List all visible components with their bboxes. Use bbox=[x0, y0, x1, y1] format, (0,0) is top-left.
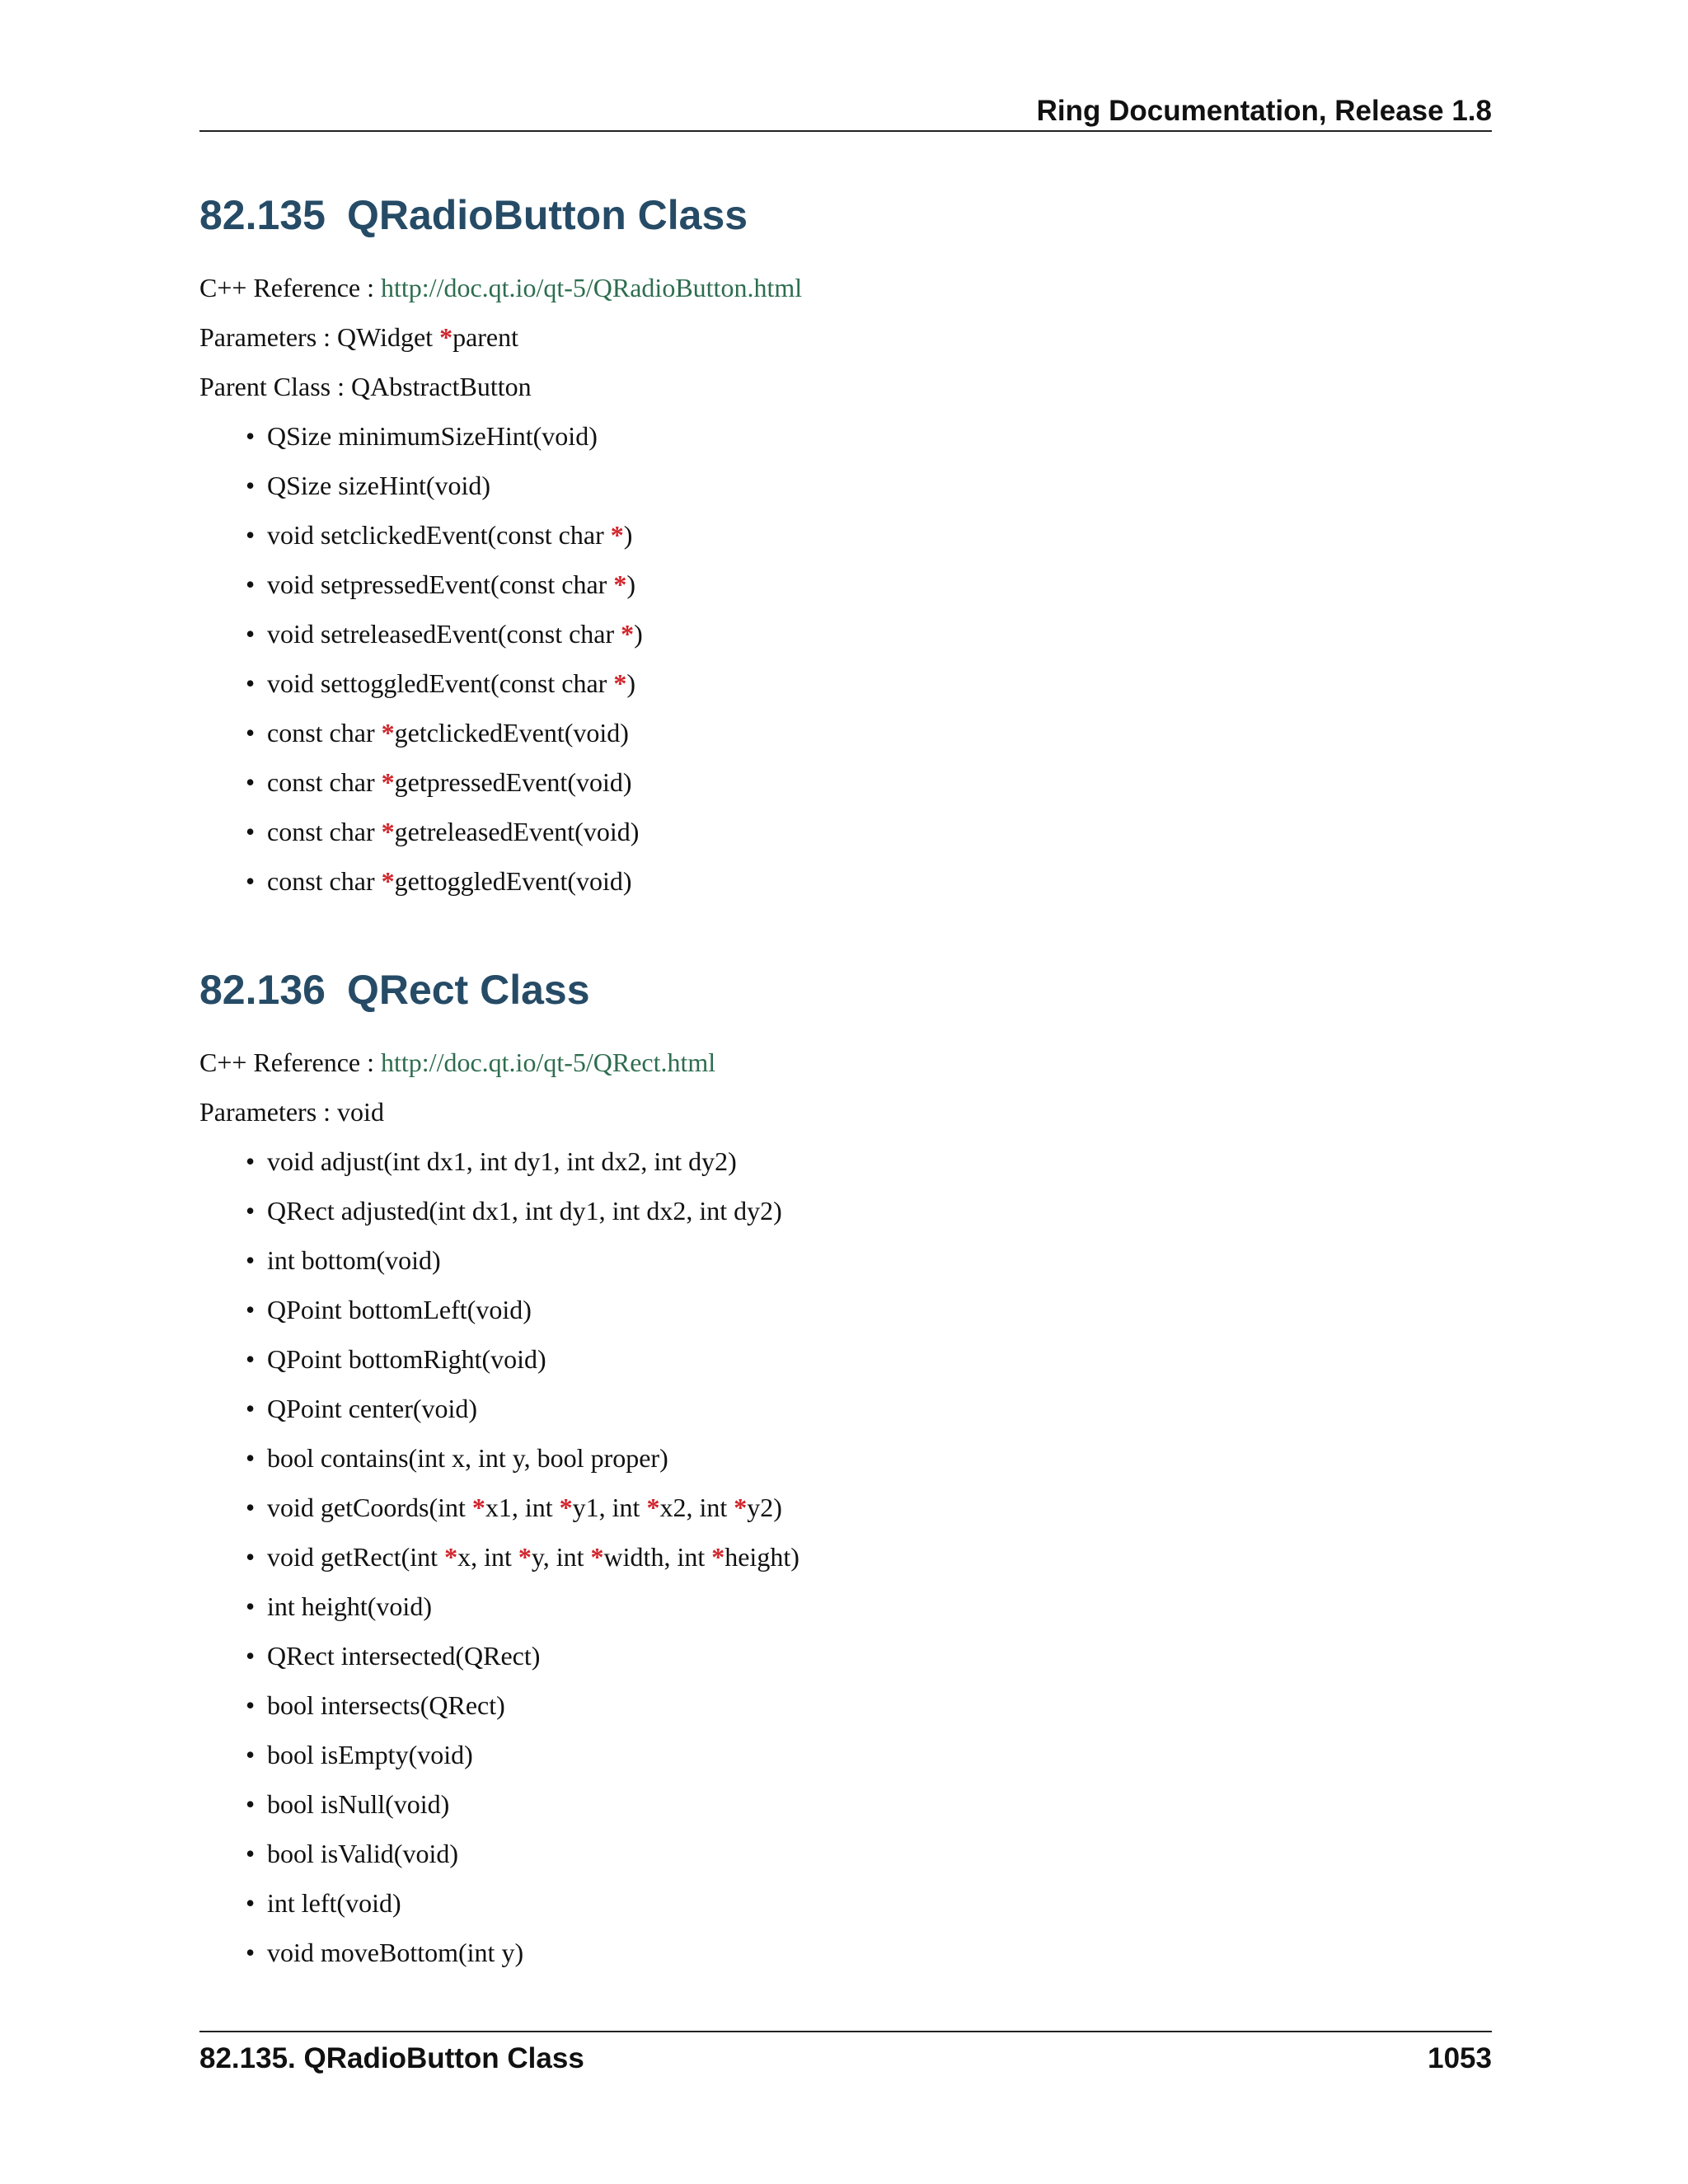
cpp-reference bbox=[199, 1047, 1492, 1097]
bullet-icon: • bbox=[246, 767, 256, 797]
bullet-icon: • bbox=[246, 817, 256, 846]
method-text: const char bbox=[267, 718, 382, 748]
method-text: const char bbox=[267, 866, 382, 896]
method-text: x, int bbox=[457, 1542, 518, 1572]
page-number: 1053 bbox=[1428, 2042, 1492, 2074]
method-item bbox=[199, 619, 1492, 668]
bullet-icon: • bbox=[246, 1789, 256, 1819]
parent-class: Parent Class : QAbstractButton bbox=[199, 372, 532, 401]
method-text: void settoggledEvent(const char bbox=[267, 668, 614, 698]
bullet-icon: • bbox=[246, 569, 256, 599]
asterisk: * bbox=[444, 1542, 458, 1572]
bullet-icon: • bbox=[246, 1493, 256, 1522]
method-text: QPoint bottomRight(void) bbox=[267, 1344, 546, 1374]
cpp-reference-label: C++ Reference : bbox=[199, 1047, 381, 1077]
method-text: ) bbox=[623, 520, 633, 550]
method-text: bool contains(int x, int y, bool proper) bbox=[267, 1443, 668, 1473]
bullet-icon: • bbox=[246, 421, 256, 451]
method-text: bool intersects(QRect) bbox=[267, 1690, 505, 1720]
method-text: getclickedEvent(void) bbox=[394, 718, 629, 748]
bullet-icon: • bbox=[246, 1443, 256, 1473]
asterisk: * bbox=[381, 767, 395, 797]
method-item bbox=[199, 421, 1492, 471]
asterisk: * bbox=[439, 322, 453, 352]
page-footer bbox=[199, 2031, 1492, 2079]
method-item bbox=[199, 1888, 1492, 1938]
method-text: y, int bbox=[531, 1542, 591, 1572]
cpp-reference-label: C++ Reference : bbox=[199, 273, 381, 302]
bullet-icon: • bbox=[246, 1591, 256, 1621]
method-text: getreleasedEvent(void) bbox=[394, 817, 640, 846]
method-item bbox=[199, 817, 1492, 866]
method-item bbox=[199, 1690, 1492, 1740]
section-qradiobutton bbox=[199, 189, 1492, 916]
method-text: ) bbox=[634, 619, 643, 649]
method-item bbox=[199, 1245, 1492, 1295]
cpp-reference bbox=[199, 273, 1492, 322]
bullet-icon: • bbox=[246, 1196, 256, 1226]
method-text: x1, int bbox=[485, 1493, 560, 1522]
method-item bbox=[199, 1443, 1492, 1493]
method-text: QRect intersected(QRect) bbox=[267, 1641, 541, 1671]
section-heading bbox=[199, 189, 1492, 241]
asterisk: * bbox=[518, 1542, 532, 1572]
page-header bbox=[199, 92, 1492, 132]
bullet-icon: • bbox=[246, 1938, 256, 1967]
method-text: getpressedEvent(void) bbox=[394, 767, 632, 797]
bullet-icon: • bbox=[246, 1542, 256, 1572]
method-item bbox=[199, 1344, 1492, 1394]
bullet-icon: • bbox=[246, 866, 256, 896]
method-text: int bottom(void) bbox=[267, 1245, 441, 1275]
section-number: 82.135 bbox=[199, 192, 326, 238]
method-text: y1, int bbox=[572, 1493, 647, 1522]
method-item bbox=[199, 1740, 1492, 1789]
method-text: QPoint center(void) bbox=[267, 1394, 478, 1423]
asterisk: * bbox=[621, 619, 635, 649]
method-item bbox=[199, 767, 1492, 817]
bullet-icon: • bbox=[246, 471, 256, 500]
parameters-value: parent bbox=[452, 322, 519, 352]
method-item bbox=[199, 1641, 1492, 1690]
method-list bbox=[199, 1146, 1492, 1987]
method-item bbox=[199, 1295, 1492, 1344]
method-item bbox=[199, 569, 1492, 619]
asterisk: * bbox=[613, 569, 627, 599]
method-text: x2, int bbox=[659, 1493, 734, 1522]
method-text: int height(void) bbox=[267, 1591, 432, 1621]
bullet-icon: • bbox=[246, 1690, 256, 1720]
method-item bbox=[199, 1493, 1492, 1542]
cpp-reference-link[interactable]: http://doc.qt.io/qt-5/QRect.html bbox=[381, 1047, 716, 1077]
method-item bbox=[199, 1591, 1492, 1641]
bullet-icon: • bbox=[246, 1344, 256, 1374]
method-text: bool isNull(void) bbox=[267, 1789, 450, 1819]
method-text: QRect adjusted(int dx1, int dy1, int dx2, int dy2) bbox=[267, 1196, 782, 1226]
bullet-icon: • bbox=[246, 1740, 256, 1769]
bullet-icon: • bbox=[246, 718, 256, 748]
method-item bbox=[199, 1542, 1492, 1591]
asterisk: * bbox=[711, 1542, 725, 1572]
section-qrect bbox=[199, 963, 1492, 1987]
method-text: gettoggledEvent(void) bbox=[394, 866, 632, 896]
method-text: bool isEmpty(void) bbox=[267, 1740, 473, 1769]
method-text: void getCoords(int bbox=[267, 1493, 472, 1522]
asterisk: * bbox=[590, 1542, 604, 1572]
method-text: y2) bbox=[747, 1493, 782, 1522]
method-text: bool isValid(void) bbox=[267, 1839, 458, 1868]
asterisk: * bbox=[734, 1493, 748, 1522]
method-item bbox=[199, 1839, 1492, 1888]
asterisk: * bbox=[559, 1493, 573, 1522]
method-text: ) bbox=[626, 668, 635, 698]
asterisk: * bbox=[381, 866, 395, 896]
footer-section: 82.135. QRadioButton Class bbox=[199, 2042, 584, 2074]
method-text: const char bbox=[267, 767, 382, 797]
bullet-icon: • bbox=[246, 1245, 256, 1275]
method-item bbox=[199, 1789, 1492, 1839]
bullet-icon: • bbox=[246, 1839, 256, 1868]
method-text: void setclickedEvent(const char bbox=[267, 520, 611, 550]
bullet-icon: • bbox=[246, 520, 256, 550]
bullet-icon: • bbox=[246, 668, 256, 698]
method-text: void moveBottom(int y) bbox=[267, 1938, 524, 1967]
method-text: width, int bbox=[603, 1542, 712, 1572]
method-item bbox=[199, 471, 1492, 520]
parameters-label: Parameters : QWidget bbox=[199, 322, 440, 352]
asterisk: * bbox=[613, 668, 627, 698]
asterisk: * bbox=[610, 520, 624, 550]
parameters bbox=[199, 322, 1492, 372]
method-text: void setpressedEvent(const char bbox=[267, 569, 614, 599]
running-header-title: Ring Documentation, Release 1.8 bbox=[1036, 95, 1492, 127]
bullet-icon: • bbox=[246, 1295, 256, 1324]
method-item bbox=[199, 520, 1492, 569]
section-title: QRadioButton Class bbox=[346, 192, 748, 238]
bullet-icon: • bbox=[246, 1888, 256, 1918]
parameters: Parameters : void bbox=[199, 1097, 384, 1127]
method-text: void adjust(int dx1, int dy1, int dx2, int dy2) bbox=[267, 1146, 737, 1176]
method-item bbox=[199, 718, 1492, 767]
asterisk: * bbox=[381, 817, 395, 846]
method-text: QPoint bottomLeft(void) bbox=[267, 1295, 532, 1324]
method-list bbox=[199, 421, 1492, 916]
method-text: int left(void) bbox=[267, 1888, 401, 1918]
method-item bbox=[199, 1196, 1492, 1245]
cpp-reference-link[interactable]: http://doc.qt.io/qt-5/QRadioButton.html bbox=[381, 273, 803, 302]
method-text: QSize sizeHint(void) bbox=[267, 471, 491, 500]
method-item bbox=[199, 1146, 1492, 1196]
section-heading bbox=[199, 963, 1492, 1016]
method-item bbox=[199, 866, 1492, 916]
method-text: height) bbox=[724, 1542, 799, 1572]
method-item bbox=[199, 1394, 1492, 1443]
section-number: 82.136 bbox=[199, 967, 326, 1013]
section-title: QRect Class bbox=[346, 967, 590, 1013]
bullet-icon: • bbox=[246, 1641, 256, 1671]
method-text: ) bbox=[626, 569, 635, 599]
method-text: void getRect(int bbox=[267, 1542, 445, 1572]
method-text: QSize minimumSizeHint(void) bbox=[267, 421, 598, 451]
asterisk: * bbox=[381, 718, 395, 748]
bullet-icon: • bbox=[246, 1394, 256, 1423]
bullet-icon: • bbox=[246, 1146, 256, 1176]
method-text: void setreleasedEvent(const char bbox=[267, 619, 621, 649]
asterisk: * bbox=[471, 1493, 485, 1522]
method-text: const char bbox=[267, 817, 382, 846]
bullet-icon: • bbox=[246, 619, 256, 649]
method-item bbox=[199, 668, 1492, 718]
asterisk: * bbox=[646, 1493, 660, 1522]
method-item bbox=[199, 1938, 1492, 1987]
